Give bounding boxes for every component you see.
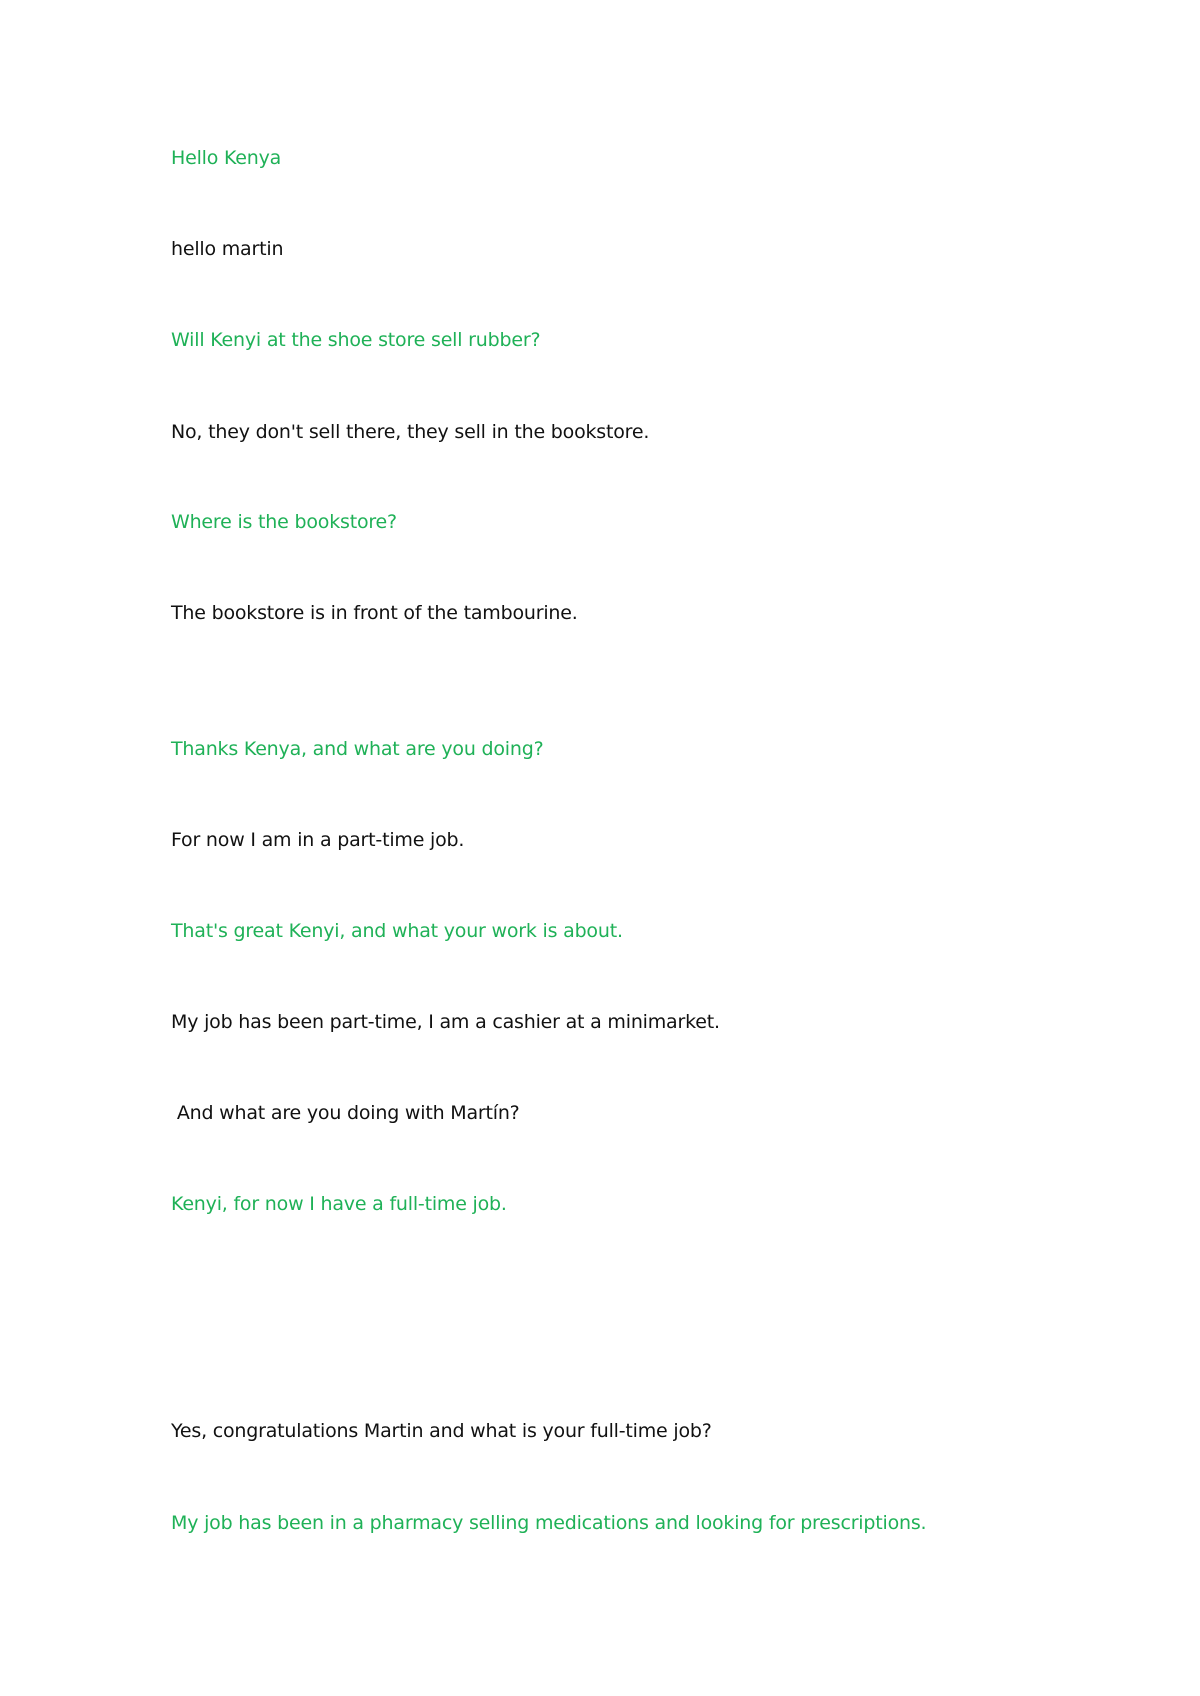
- dialogue-line: Hello Kenya: [171, 147, 282, 169]
- dialogue-line: hello martin: [171, 238, 284, 260]
- dialogue-line: No, they don't sell there, they sell in the bookstore.: [171, 421, 650, 443]
- dialogue-line: My job has been in a pharmacy selling medications and looking for prescriptions.: [171, 1512, 927, 1534]
- dialogue-line: Where is the bookstore?: [171, 511, 397, 533]
- dialogue-line: That's great Kenyi, and what your work is about.: [171, 920, 623, 942]
- dialogue-line: For now I am in a part-time job.: [171, 829, 465, 851]
- dialogue-line: Yes, congratulations Martin and what is your full-time job?: [171, 1420, 712, 1442]
- dialogue-line: Will Kenyi at the shoe store sell rubber?: [171, 329, 541, 351]
- dialogue-line: Kenyi, for now I have a full-time job.: [171, 1193, 507, 1215]
- dialogue-line: And what are you doing with Martín?: [171, 1102, 520, 1124]
- dialogue-line: The bookstore is in front of the tambourine.: [171, 602, 578, 624]
- dialogue-line: My job has been part-time, I am a cashier at a minimarket.: [171, 1011, 720, 1033]
- dialogue-line: Thanks Kenya, and what are you doing?: [171, 738, 544, 760]
